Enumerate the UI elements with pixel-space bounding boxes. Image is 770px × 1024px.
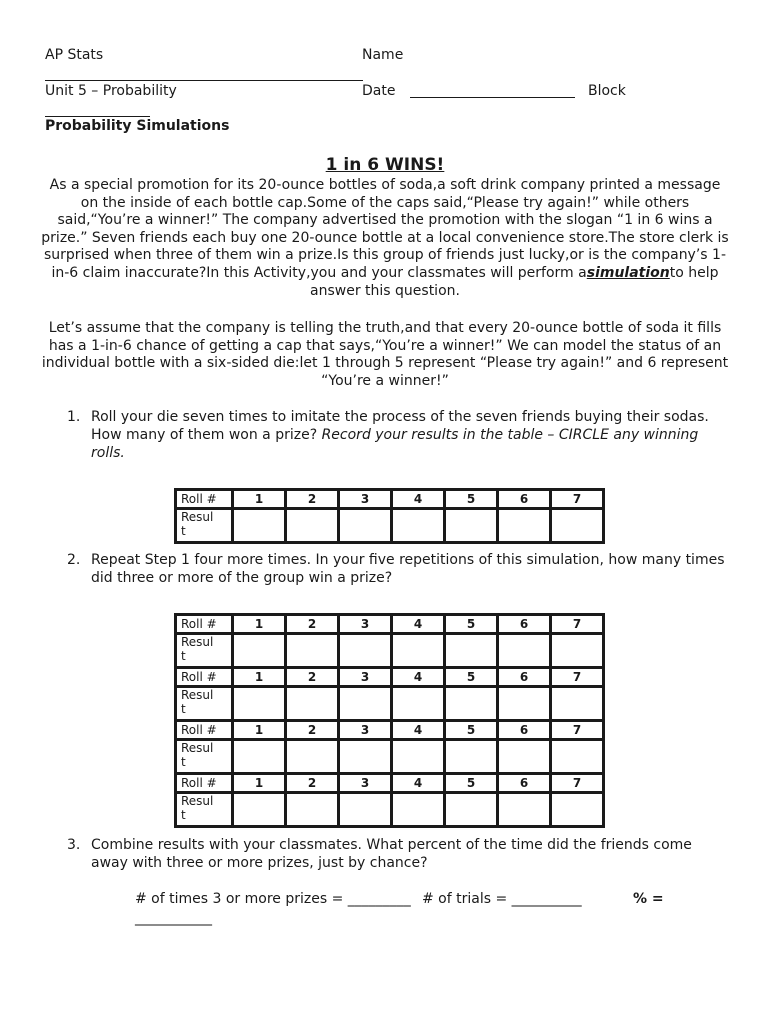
column-header: 2 <box>286 668 339 687</box>
result-label-line1: Resul <box>181 741 214 755</box>
column-header: 1 <box>233 668 286 687</box>
result-cell[interactable] <box>286 740 339 774</box>
percent-label: % = <box>633 891 664 907</box>
column-header: 1 <box>233 774 286 793</box>
column-header: 3 <box>339 490 392 509</box>
result-cell[interactable] <box>445 687 498 721</box>
result-cell[interactable] <box>286 793 339 827</box>
column-header: 6 <box>498 490 551 509</box>
column-header: 4 <box>392 721 445 740</box>
roll-label: Roll # <box>176 615 233 634</box>
result-label-line2: t <box>181 649 186 663</box>
column-header: 3 <box>339 774 392 793</box>
subtitle: Probability Simulations <box>45 118 230 134</box>
table-row <box>176 634 604 668</box>
result-cell[interactable] <box>339 740 392 774</box>
name-label: Name <box>362 47 404 63</box>
roll-label: Roll # <box>176 668 233 687</box>
result-label-line2: t <box>181 808 186 822</box>
roll-table-2 <box>174 613 605 828</box>
result-label <box>176 509 233 543</box>
result-cell[interactable] <box>551 509 604 543</box>
result-cell[interactable] <box>445 793 498 827</box>
result-cell[interactable] <box>445 740 498 774</box>
column-header: 2 <box>286 721 339 740</box>
column-header: 2 <box>286 774 339 793</box>
result-cell[interactable] <box>498 634 551 668</box>
column-header: 1 <box>233 490 286 509</box>
result-label <box>176 634 233 668</box>
result-cell[interactable] <box>339 793 392 827</box>
result-label-line2: t <box>181 755 186 769</box>
column-header: 6 <box>498 615 551 634</box>
date-line <box>410 97 575 98</box>
name-line <box>45 80 363 81</box>
table-row <box>176 774 604 793</box>
result-cell[interactable] <box>551 634 604 668</box>
result-cell[interactable] <box>286 509 339 543</box>
question-number: 2. <box>67 552 81 568</box>
question-text: Roll your die seven times to imitate the process of the seven friends buying their sodas. How many of them won a prize? <box>91 409 709 443</box>
result-label-line1: Resul <box>181 635 214 649</box>
result-cell[interactable] <box>551 793 604 827</box>
result-label <box>176 687 233 721</box>
column-header: 2 <box>286 615 339 634</box>
question-number: 3. <box>67 837 81 853</box>
roll-label: Roll # <box>176 774 233 793</box>
result-cell[interactable] <box>392 509 445 543</box>
column-header: 6 <box>498 668 551 687</box>
result-label-line1: Resul <box>181 794 214 808</box>
result-cell[interactable] <box>392 793 445 827</box>
block-line <box>45 116 150 117</box>
question-instruction: Record your results in the table – CIRCLE any winning rolls. <box>91 427 699 461</box>
result-label-line1: Resul <box>181 688 214 702</box>
result-label <box>176 740 233 774</box>
result-label-line2: t <box>181 702 186 716</box>
table-row <box>176 668 604 687</box>
column-header: 7 <box>551 721 604 740</box>
page-title: 1 in 6 WINS! <box>325 155 445 175</box>
result-cell[interactable] <box>392 634 445 668</box>
result-cell[interactable] <box>498 793 551 827</box>
table-row <box>176 793 604 827</box>
question-1 <box>67 408 727 462</box>
column-header: 7 <box>551 490 604 509</box>
column-header: 5 <box>445 615 498 634</box>
column-header: 5 <box>445 774 498 793</box>
column-header: 5 <box>445 668 498 687</box>
result-cell[interactable] <box>339 509 392 543</box>
date-label: Date <box>362 83 396 99</box>
column-header: 5 <box>445 721 498 740</box>
result-cell[interactable] <box>498 740 551 774</box>
column-header: 3 <box>339 668 392 687</box>
question-text: Combine results with your classmates. What percent of the time did the friends come away with three or more prizes, just by chance? <box>91 837 692 871</box>
table-row <box>176 615 604 634</box>
column-header: 3 <box>339 721 392 740</box>
result-cell[interactable] <box>551 740 604 774</box>
result-cell[interactable] <box>445 634 498 668</box>
simulation-emphasis: simulation <box>586 264 670 281</box>
roll-label: Roll # <box>176 721 233 740</box>
course-label: AP Stats <box>45 47 104 63</box>
result-cell[interactable] <box>339 687 392 721</box>
trials-label[interactable]: # of trials = __________ <box>422 891 582 907</box>
table-row <box>176 721 604 740</box>
result-cell[interactable] <box>339 634 392 668</box>
result-label <box>176 793 233 827</box>
question-text: Repeat Step 1 four more times. In your five repetitions of this simulation, how many times did three or more of the group win a prize? <box>91 552 725 586</box>
result-cell[interactable] <box>233 687 286 721</box>
column-header: 4 <box>392 774 445 793</box>
question-number: 1. <box>67 409 81 425</box>
column-header: 4 <box>392 668 445 687</box>
column-header: 3 <box>339 615 392 634</box>
result-label-line2: t <box>181 524 186 538</box>
column-header: 4 <box>392 490 445 509</box>
result-cell[interactable] <box>233 740 286 774</box>
intro-text: As a special promotion for its 20-ounce bottles of soda,a soft drink company printed a message on the inside of each bottle cap.Some of the caps said,“Please try again!” while others said,“You’re a winner!” The company advertised the promotion with the slogan “1 in 6 wins a prize.” Seven friends each buy one 20-ounce bottle at a local convenience store.The store clerk is surprised when three of them win a prize.Is this group of friends just lucky,or is the company’s 1-in-6 claim inaccurate?In this Activity,you and your classmates will perform a <box>41 177 729 281</box>
percent-blank[interactable]: ___________ <box>135 910 212 926</box>
result-cell[interactable] <box>551 687 604 721</box>
block-label: Block <box>588 83 626 99</box>
unit-label: Unit 5 – Probability <box>45 83 177 99</box>
intro-paragraph <box>40 177 730 300</box>
question-3 <box>67 836 727 872</box>
column-header: 7 <box>551 615 604 634</box>
intro-text-end: to help answer this question. <box>310 264 719 299</box>
result-cell[interactable] <box>498 687 551 721</box>
column-header: 4 <box>392 615 445 634</box>
column-header: 5 <box>445 490 498 509</box>
result-cell[interactable] <box>445 509 498 543</box>
column-header: 6 <box>498 721 551 740</box>
result-cell[interactable] <box>233 793 286 827</box>
result-cell[interactable] <box>233 634 286 668</box>
column-header: 7 <box>551 668 604 687</box>
roll-label: Roll # <box>176 490 233 509</box>
result-cell[interactable] <box>392 740 445 774</box>
result-cell[interactable] <box>286 687 339 721</box>
result-cell[interactable] <box>233 509 286 543</box>
times-label[interactable]: # of times 3 or more prizes = _________ <box>135 891 411 907</box>
column-header: 1 <box>233 721 286 740</box>
column-header: 2 <box>286 490 339 509</box>
column-header: 6 <box>498 774 551 793</box>
table-row <box>176 740 604 774</box>
result-label-line1: Resul <box>181 510 214 524</box>
roll-table-1 <box>174 488 605 544</box>
table-row <box>176 509 604 543</box>
column-header: 7 <box>551 774 604 793</box>
result-cell[interactable] <box>498 509 551 543</box>
table-row <box>176 490 604 509</box>
model-paragraph: Let’s assume that the company is telling the truth,and that every 20-ounce bottle of soda it fills has a 1-in-6 chance of getting a cap that says,“You’re a winner!” We can model the status of an individual bottle with a six-sided die:let 1 through 5 represent “Please try again!” and 6 represent “You’re a winner!” <box>41 320 729 389</box>
result-cell[interactable] <box>286 634 339 668</box>
column-header: 1 <box>233 615 286 634</box>
result-cell[interactable] <box>392 687 445 721</box>
question-2 <box>67 551 727 587</box>
table-row <box>176 687 604 721</box>
